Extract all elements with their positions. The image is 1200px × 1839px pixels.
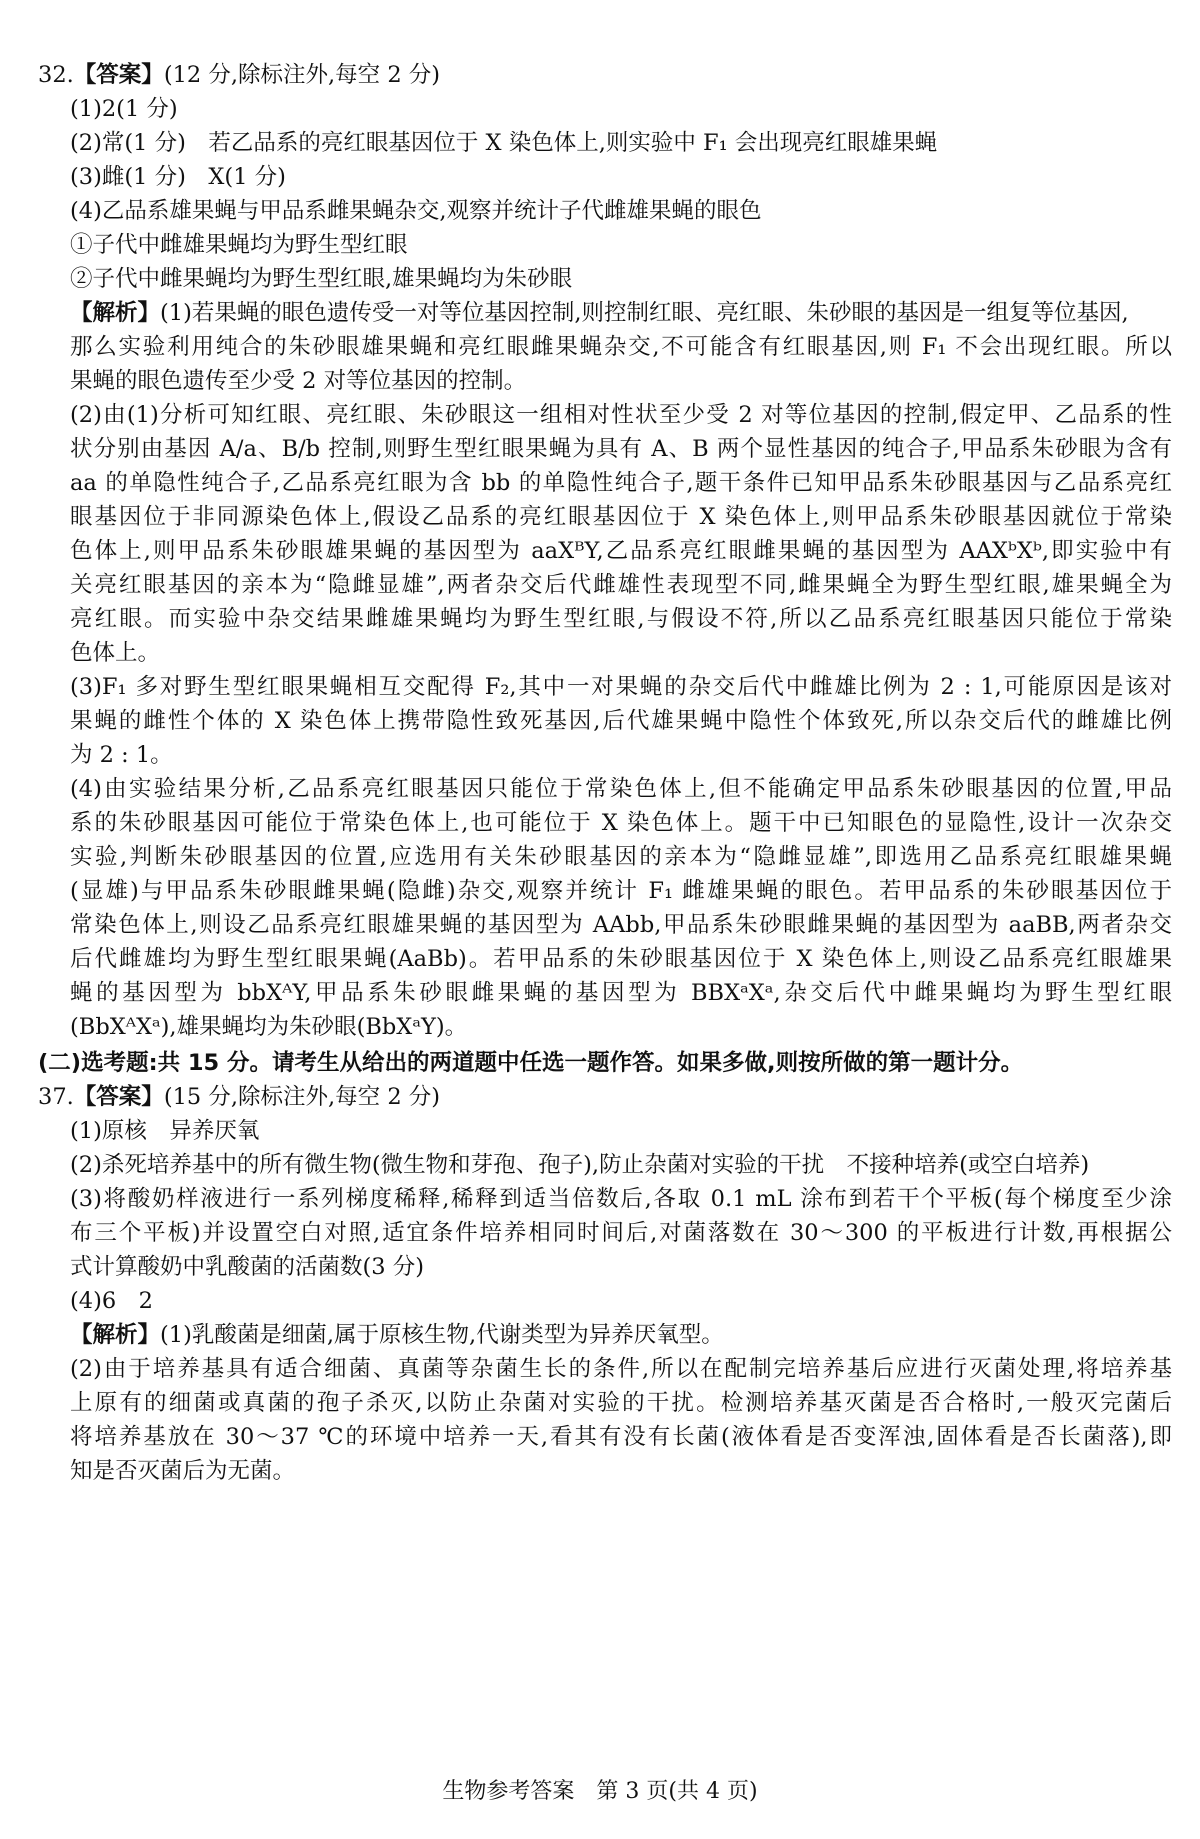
q32-analysis-line: 系的朱砂眼基因可能位于常染色体上,也可能位于 X 染色体上。题干中已知眼色的显隐性,设计一次杂交	[70, 810, 1172, 836]
q32-answer-5: ①子代中雌雄果蝇均为野生型红眼	[70, 232, 408, 258]
q32-analysis-line: 那么实验利用纯合的朱砂眼雄果蝇和亮红眼雌果蝇杂交,不可能含有红眼基因,则 F₁ 不会出现红眼。所以	[70, 334, 1172, 360]
q32-analysis-line: 果蝇的雌性个体的 X 染色体上携带隐性致死基因,后代雄果蝇中隐性个体致死,所以杂交后代的雌雄比例	[70, 708, 1172, 734]
q32-answer-6: ②子代中雌果蝇均为野生型红眼,雄果蝇均为朱砂眼	[70, 266, 573, 292]
q32-analysis-line	[70, 298, 1129, 328]
q37-answer-3: (3)将酸奶样液进行一系列梯度稀释,稀释到适当倍数后,各取 0.1 mL 涂布到若干个平板(每个梯度至少涂	[70, 1186, 1172, 1212]
q37-answer-1: (1)原核 异养厌氧	[70, 1118, 260, 1144]
q32-analysis-line: 色体上,则甲品系朱砂眼雄果蝇的基因型为 aaXᴮY,乙品系亮红眼雌果蝇的基因型为 AAXᵇXᵇ,即实验中有	[70, 538, 1172, 564]
q32-analysis-line: 常染色体上,则设乙品系亮红眼雄果蝇的基因型为 AAbb,甲品系朱砂眼雌果蝇的基因型为 aaBB,两者杂交	[70, 912, 1172, 938]
section-heading-elective: (二)选考题:共 15 分。请考生从给出的两道题中任选一题作答。如果多做,则按所做的第一题计分。	[38, 1050, 1024, 1076]
q32-answer-1: (1)2(1 分)	[70, 96, 178, 122]
q32-analysis-tag: 【解析】	[70, 300, 161, 326]
q32-number: 32.	[38, 62, 74, 88]
q37-analysis-line: 知是否灭菌后为无菌。	[70, 1458, 296, 1484]
q32-analysis-line: 状分别由基因 A/a、B/b 控制,则野生型红眼果蝇为具有 A、B 两个显性基因的纯合子,甲品系朱砂眼为含有	[70, 436, 1172, 462]
q37-answer-4: (4)6 2	[70, 1288, 154, 1314]
q37-answer-3-cont: 布三个平板)并设置空白对照,适宜条件培养相同时间后,对菌落数在 30～300 的平板进行计数,再根据公	[70, 1220, 1172, 1246]
page-footer: 生物参考答案 第 3 页(共 4 页)	[442, 1779, 758, 1804]
q37-answer-tag: 【答案】	[73, 1084, 164, 1110]
q32-analysis-line: (4)由实验结果分析,乙品系亮红眼基因只能位于常染色体上,但不能确定甲品系朱砂眼基因的位置,甲品	[70, 776, 1172, 802]
q37-answer-2: (2)杀死培养基中的所有微生物(微生物和芽孢、孢子),防止杂菌对实验的干扰 不接种培养(或空白培养)	[70, 1152, 1090, 1178]
q32-analysis-line: 后代雌雄均为野生型红眼果蝇(AaBb)。若甲品系的朱砂眼基因位于 X 染色体上,则设乙品系亮红眼雄果	[70, 946, 1172, 972]
q32-answer-2: (2)常(1 分) 若乙品系的亮红眼基因位于 X 染色体上,则实验中 F₁ 会出现亮红眼雄果蝇	[70, 130, 938, 156]
q37-analysis-tag: 【解析】	[70, 1322, 161, 1348]
q32-analysis-line: 关亮红眼基因的亲本为“隐雌显雄”,两者杂交后代雌雄性表现型不同,雌果蝇全为野生型红眼,雄果蝇全为	[70, 572, 1172, 598]
q32-analysis-line: 为 2 : 1。	[70, 742, 173, 768]
q32-analysis-line: 亮红眼。而实验中杂交结果雌雄果蝇均为野生型红眼,与假设不符,所以乙品系亮红眼基因只能位于常染	[70, 606, 1172, 632]
q37-analysis-line: 将培养基放在 30～37 ℃的环境中培养一天,看其有没有长菌(液体看是否变浑浊,固体看是否长菌落),即	[70, 1424, 1172, 1450]
q37-number: 37.	[38, 1084, 74, 1110]
q32-answer-tag: 【答案】	[73, 62, 164, 88]
q37-analysis-line: 上原有的细菌或真菌的孢子杀灭,以防止杂菌对实验的干扰。检测培养基灭菌是否合格时,一般灭完菌后	[70, 1390, 1172, 1416]
q32-analysis-line: 眼基因位于非同源染色体上,假设乙品系的亮红眼基因位于 X 染色体上,则甲品系朱砂眼基因就位于常染	[70, 504, 1172, 530]
q37-score-note: (15 分,除标注外,每空 2 分)	[163, 1084, 441, 1110]
q32-analysis-line: (2)由(1)分析可知红眼、亮红眼、朱砂眼这一组相对性状至少受 2 对等位基因的控制,假定甲、乙品系的性	[70, 402, 1172, 428]
q32-analysis-line: aa 的单隐性纯合子,乙品系亮红眼为含 bb 的单隐性纯合子,题干条件已知甲品系朱砂眼基因与乙品系亮红	[70, 470, 1172, 496]
q32-analysis-line: 实验,判断朱砂眼基因的位置,应选用有关朱砂眼基因的亲本为“隐雌显雄”,即选用乙品系亮红眼雄果蝇	[70, 844, 1172, 870]
q32-analysis-line: 色体上。	[70, 640, 161, 666]
q32-answer-3: (3)雌(1 分) X(1 分)	[70, 164, 286, 190]
q32-header	[38, 60, 440, 90]
q32-analysis-line: (BbXᴬXᵃ),雄果蝇均为朱砂眼(BbXᵃY)。	[70, 1014, 468, 1040]
q32-analysis-line: 果蝇的眼色遗传至少受 2 对等位基因的控制。	[70, 368, 527, 394]
q32-analysis-text: (1)若果蝇的眼色遗传受一对等位基因控制,则控制红眼、亮红眼、朱砂眼的基因是一组复等位基因,	[160, 300, 1129, 326]
q37-analysis-line	[70, 1320, 724, 1350]
q32-analysis-line: (3)F₁ 多对野生型红眼果蝇相互交配得 F₂,其中一对果蝇的杂交后代中雌雄比例为 2 : 1,可能原因是该对	[70, 674, 1172, 700]
q32-analysis-line: 蝇的基因型为 bbXᴬY,甲品系朱砂眼雌果蝇的基因型为 BBXᵃXᵃ,杂交后代中雌果蝇均为野生型红眼	[70, 980, 1172, 1006]
q32-analysis-line: (显雄)与甲品系朱砂眼雌果蝇(隐雌)杂交,观察并统计 F₁ 雌雄果蝇的眼色。若甲品系的朱砂眼基因位于	[70, 878, 1172, 904]
q32-score-note: (12 分,除标注外,每空 2 分)	[163, 62, 441, 88]
q37-answer-3-end: 式计算酸奶中乳酸菌的活菌数(3 分)	[70, 1254, 425, 1280]
q37-header	[38, 1082, 440, 1112]
q32-answer-4: (4)乙品系雄果蝇与甲品系雌果蝇杂交,观察并统计子代雌雄果蝇的眼色	[70, 198, 762, 224]
q37-analysis-text: (1)乳酸菌是细菌,属于原核生物,代谢类型为异养厌氧型。	[160, 1322, 724, 1348]
q37-analysis-line: (2)由于培养基具有适合细菌、真菌等杂菌生长的条件,所以在配制完培养基后应进行灭菌处理,将培养基	[70, 1356, 1172, 1382]
